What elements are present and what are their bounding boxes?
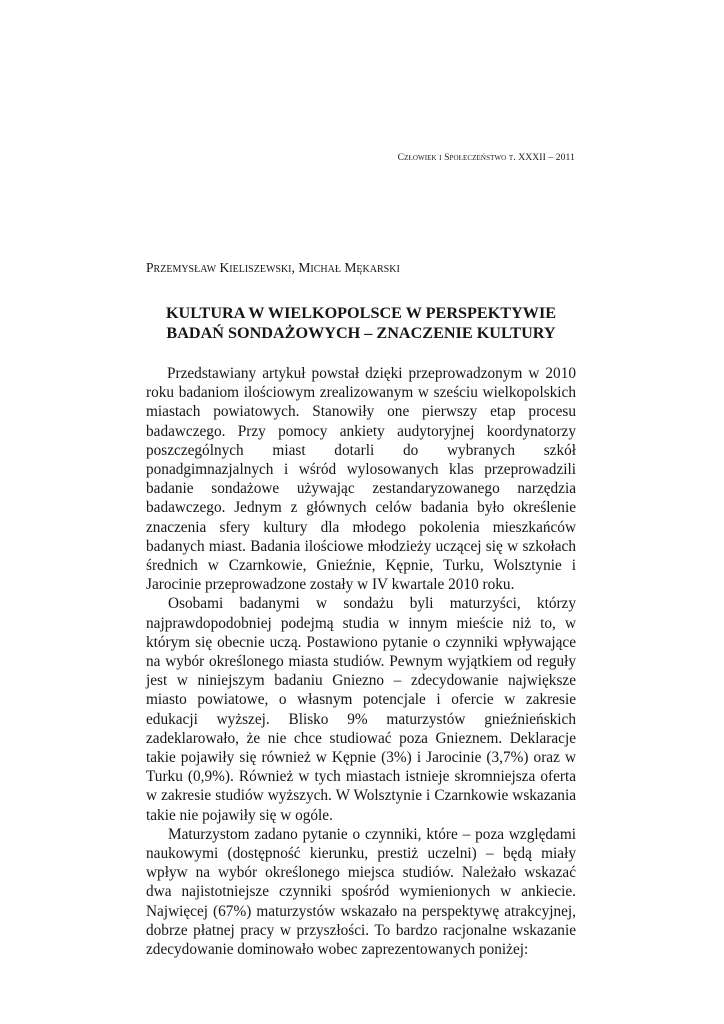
author-separator: , — [291, 260, 299, 275]
article-body — [146, 364, 576, 959]
running-header: Człowiek i Społeczeństwo t. XXXII – 2011 — [397, 152, 575, 163]
title-line: KULTURA W WIELKOPOLSCE W PERSPEKTYWIE — [165, 304, 557, 322]
article-title — [146, 303, 576, 343]
author-name: Przemysław Kieliszewski — [146, 260, 292, 275]
author-name: Michał Mękarski — [298, 260, 400, 275]
title-line: BADAŃ SONDAŻOWYCH – ZNACZENIE KULTURY — [166, 324, 556, 342]
body-paragraph: Osobami badanymi w sondażu byli maturzyści, którzy najprawdopodobniej podejmą studia w innym mieście niż to, w którym się obecnie uczą. Postawiono pytanie o czynniki wpływające na wybór określonego miasta studiów. Pewnym wyjątkiem od reguły jest w niniejszym badaniu Gniezno – zdecydowanie największe miasto powiatowe, o własnym potencjale i ofercie w zakresie edukacji wyższej. Blisko 9% maturzystów gnieźnieńskich zadeklarowało, że nie chce studiować poza Gnieznem. Deklaracje takie pojawiły się również w Kępnie (3%) i Jarocinie (3,7%) oraz w Turku (0,9%). Również w tych miastach istnieje skromniejsza oferta w zakresie studiów wyższych. W Wolsztynie i Czarnkowie wskazania takie nie pojawiły się w ogóle. — [146, 595, 576, 824]
body-paragraph: Przedstawiany artykuł powstał dzięki przeprowadzonym w 2010 roku badaniom ilościowym zrealizowanym w sześciu wielkopolskich miastach powiatowych. Stanowiły one pierwszy etap procesu badawczego. Przy pomocy ankiety audytoryjnej koordynatorzy poszczególnych miast dotarli do wybranych szkół ponadgimnazjalnych i wśród wylosowanych klas przeprowadzili badanie sondażowe używając zestandaryzowanego narzędzia badawczego. Jednym z głównych celów badania było określenie znaczenia sfery kultury dla młodego pokolenia mieszkańców badanych miast. Badania ilościowe młodzieży uczącej się w szkołach średnich w Czarnkowie, Gnieźnie, Kępnie, Turku, Wolsztynie i Jarocinie przeprowadzone zostały w IV kwartale 2010 roku. — [146, 365, 576, 594]
body-paragraph: Maturzystom zadano pytanie o czynniki, które – poza względami naukowymi (dostępność kierunku, prestiż uczelni) – będą miały wpływ na wybór określonego miejsca studiów. Należało wskazać dwa najistotniejsze czynniki spośród wymienionych w ankiecie. Najwięcej (67%) maturzystów wskazało na perspektywę atrakcyjnej, dobrze płatnej pracy w przyszłości. To bardzo racjonalne wskazanie zdecydowanie dominowało wobec zaprezentowanych poniżej: — [146, 825, 576, 959]
author-line — [146, 260, 586, 276]
